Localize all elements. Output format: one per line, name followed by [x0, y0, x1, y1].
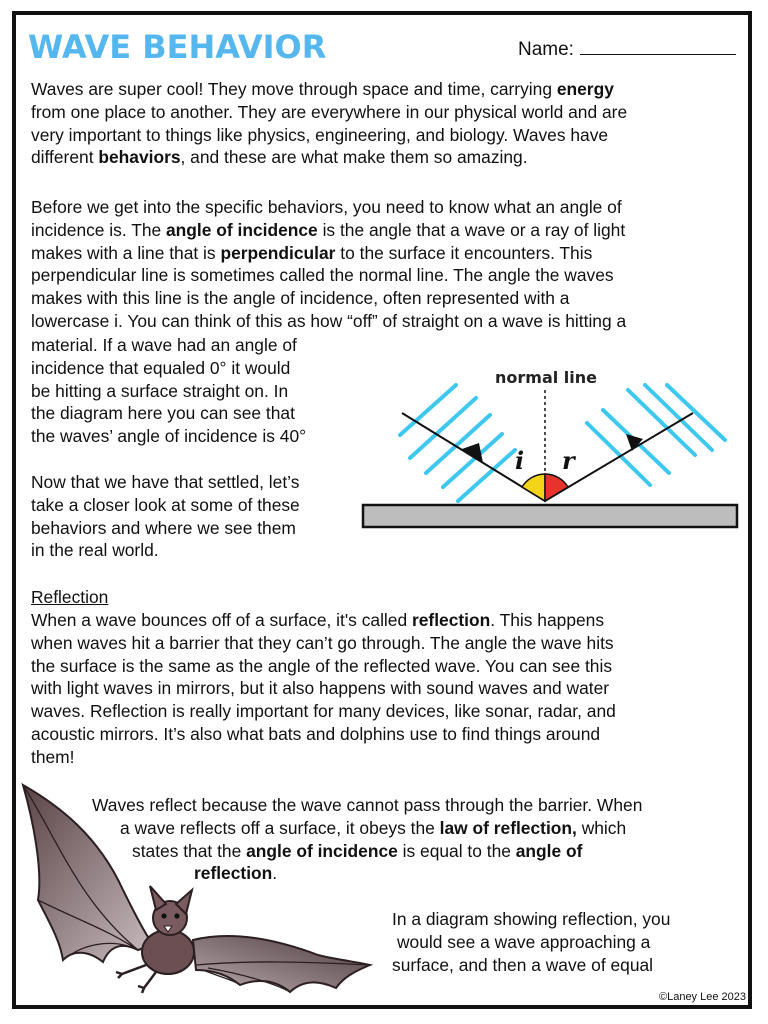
angle-r-wedge: [545, 474, 568, 501]
angle-i-wedge: [522, 474, 545, 501]
angle-r-label: r: [562, 446, 575, 475]
name-blank-line[interactable]: [580, 38, 736, 55]
law-line-3: states that the angle of incidence is equal to the angle of: [132, 840, 583, 861]
narrow-line: the diagram here you can see that: [31, 403, 295, 424]
incidence-line-6: lowercase i. You can think of this as how “off” of straight on a wave is hitting a: [31, 310, 627, 331]
reflection-diagram: [355, 355, 745, 535]
incidence-line-3: makes with a line that is perpendicular to the surface it encounters. This: [31, 242, 593, 263]
reflection-line: waves. Reflection is really important for many devices, like sonar, radar, and: [31, 701, 616, 722]
narrow-line: incidence that equaled 0° it would: [31, 357, 291, 378]
incidence-line-4: perpendicular line is sometimes called the normal line. The angle the waves: [31, 265, 614, 286]
law-line-1: Waves reflect because the wave cannot pass through the barrier. When: [92, 795, 643, 815]
settled-line: behaviors and where we see them: [31, 517, 296, 538]
narrow-line: material. If a wave had an angle of: [31, 335, 297, 355]
intro-line-4: different behaviors, and these are what make them so amazing.: [31, 147, 528, 168]
reflection-heading: Reflection: [31, 587, 109, 607]
diagram-line: In a diagram showing reflection, you: [392, 909, 671, 929]
intro-paragraph: [31, 78, 741, 169]
diagram-line: would see a wave approaching a: [397, 931, 651, 952]
intro-line-2: from one place to another. They are everywhere in our physical world and are: [31, 101, 628, 122]
settled-line: in the real world.: [31, 540, 159, 561]
incidence-paragraph: [31, 196, 743, 333]
copyright-notice: ©Laney Lee 2023: [658, 991, 746, 1003]
intro-line-3: very important to things like physics, engineering, and biology. Waves have: [31, 124, 609, 145]
reflection-line-1: When a wave bounces off of a surface, it's called reflection. This happens: [31, 610, 605, 630]
angle-i-label: i: [515, 446, 525, 475]
incidence-line-1: Before we get into the specific behaviors, you need to know what an angle of: [31, 197, 622, 217]
reflection-paragraph: [31, 609, 741, 769]
narrow-line: be hitting a surface straight on. In: [31, 380, 289, 401]
reflection-line: the surface is the same as the angle of the reflected wave. You can see this: [31, 655, 613, 676]
reflection-line: with light waves in mirrors, but it also happens with sound waves and water: [31, 678, 610, 699]
diagram-line: surface, and then a wave of equal: [392, 954, 654, 975]
law-paragraph: [92, 794, 752, 885]
diagram-description-paragraph: [382, 908, 742, 976]
page-title: WAVE BEHAVIOR: [28, 28, 327, 66]
law-line-4: reflection.: [194, 863, 278, 884]
reflection-line: them!: [31, 746, 75, 767]
name-label: Name:: [518, 39, 574, 60]
incidence-line-2: incidence is. The angle of incidence is the angle that a wave or a ray of light: [31, 219, 626, 240]
narrow-line: the waves’ angle of incidence is 40°: [31, 426, 307, 447]
settled-paragraph: [31, 471, 361, 562]
incident-waves: [400, 385, 515, 501]
reflecting-surface: [363, 505, 737, 527]
normal-line-label: normal line: [495, 368, 598, 387]
name-field[interactable]: [518, 38, 736, 61]
settled-line: Now that we have that settled, let’s: [31, 472, 300, 492]
settled-line: take a closer look at some of these: [31, 494, 300, 515]
reflection-line: when waves hit a barrier that they can’t go through. The angle the wave hits: [31, 632, 614, 653]
incidence-line-5: makes with this line is the angle of incidence, often represented with a: [31, 288, 570, 309]
reflection-line: acoustic mirrors. It’s also what bats and dolphins use to find things around: [31, 723, 601, 744]
intro-line-1: Waves are super cool! They move through space and time, carrying energy: [31, 79, 614, 99]
incidence-narrow-paragraph: [31, 334, 371, 448]
law-line-2: a wave reflects off a surface, it obeys the law of reflection, which: [120, 817, 627, 838]
